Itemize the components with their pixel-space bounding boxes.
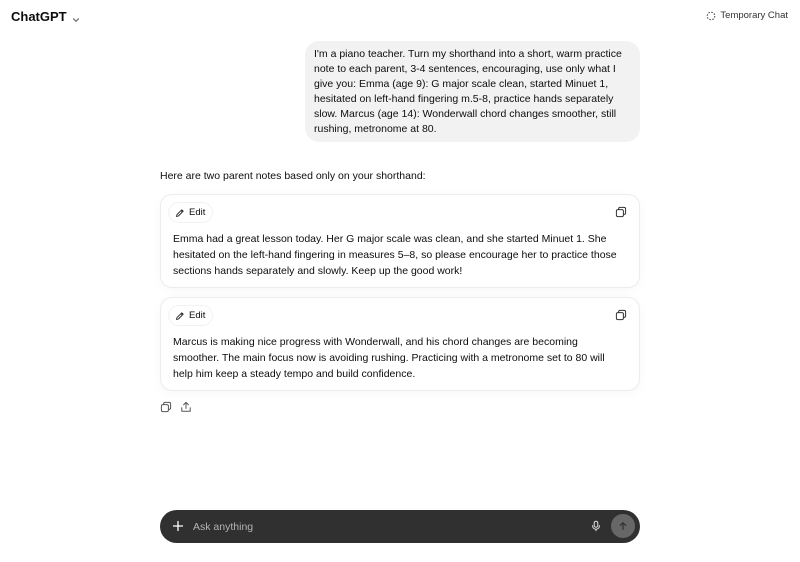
pencil-icon bbox=[175, 311, 185, 321]
send-button[interactable] bbox=[611, 514, 635, 538]
user-message: I'm a piano teacher. Turn my shorthand into a short, warm practice note to each parent, 3-4 sentences, encouraging, use only what I give you: Emma (age 9): G major scale clean, started Minuet 1, hesitated on left-hand fingering m.5-8, practice hands separately slow. Marcus (age 14): Wonderwall chord changes smoother, still rushing, metronome at 80. bbox=[305, 41, 640, 142]
pencil-icon bbox=[175, 208, 185, 218]
plus-icon[interactable] bbox=[171, 519, 185, 533]
prompt-input[interactable] bbox=[193, 518, 573, 536]
copy-icon[interactable] bbox=[615, 206, 627, 218]
temporary-chat-button[interactable] bbox=[706, 10, 788, 21]
top-bar bbox=[0, 0, 800, 34]
message-actions bbox=[160, 401, 192, 413]
chevron-down-icon bbox=[71, 12, 81, 22]
parent-note-text: Marcus is making nice progress with Wonderwall, and his chord changes are becoming smoother. The main focus now is avoiding rushing. Practicing with a metronome set to 80 will help him keep a steady tempo and build confidence. bbox=[173, 336, 605, 380]
parent-note-card bbox=[160, 194, 640, 288]
copy-icon[interactable] bbox=[160, 401, 172, 413]
temporary-chat-label: Temporary Chat bbox=[720, 10, 788, 21]
edit-button[interactable] bbox=[169, 203, 212, 222]
parent-note-text: Emma had a great lesson today. Her G major scale was clean, and she started Minuet 1. She hesitated on the left-hand fingering in measures 5–8, so please encourage her to practice those sections hands separately and slowly. Keep up the good work! bbox=[173, 233, 617, 277]
edit-label: Edit bbox=[189, 310, 206, 321]
assistant-intro-text: Here are two parent notes based only on your shorthand: bbox=[160, 170, 426, 182]
model-name: ChatGPT bbox=[11, 9, 67, 24]
microphone-icon[interactable] bbox=[589, 519, 603, 533]
edit-button[interactable] bbox=[169, 306, 212, 325]
model-selector[interactable] bbox=[11, 9, 81, 24]
dashed-circle-icon bbox=[706, 11, 716, 21]
arrow-up-icon bbox=[618, 521, 628, 531]
parent-note-card bbox=[160, 297, 640, 391]
share-icon[interactable] bbox=[180, 401, 192, 413]
edit-label: Edit bbox=[189, 207, 206, 218]
copy-icon[interactable] bbox=[615, 309, 627, 321]
composer bbox=[160, 510, 640, 543]
